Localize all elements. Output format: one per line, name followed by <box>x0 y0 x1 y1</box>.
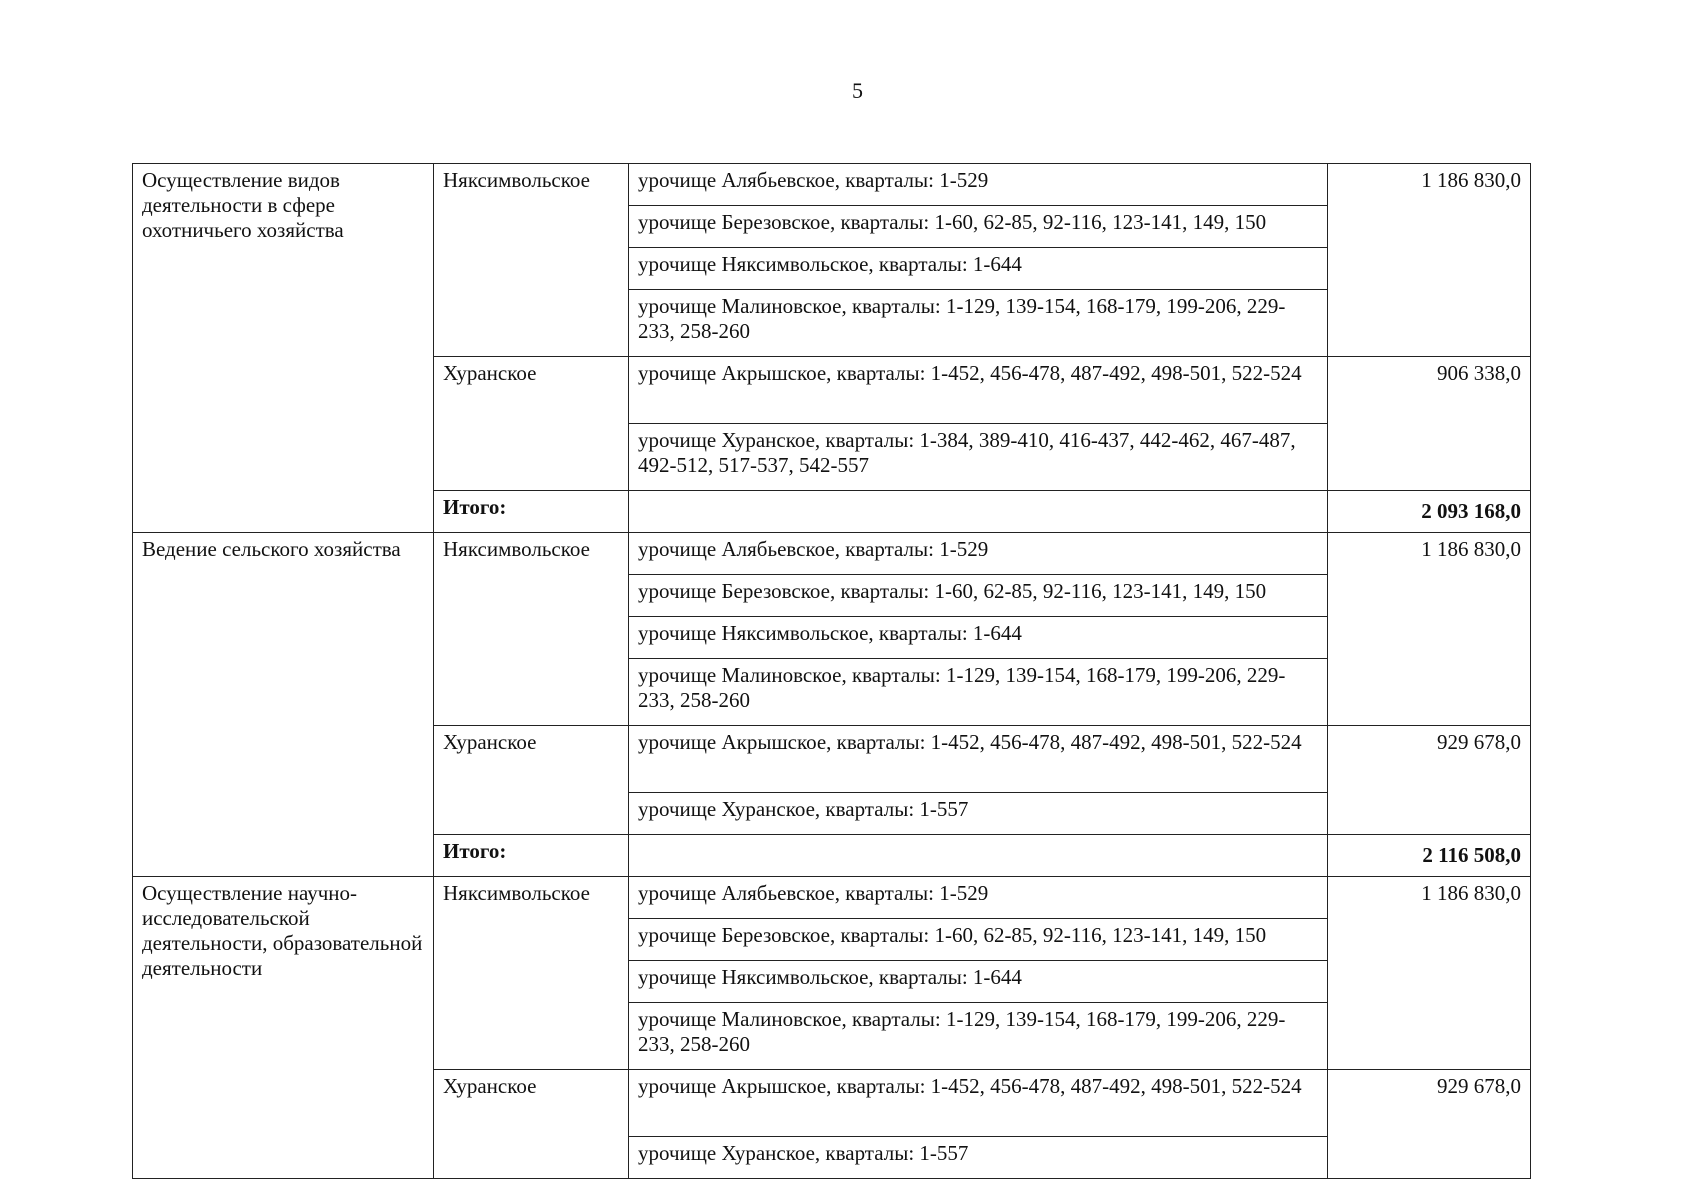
location-cell: урочище Малиновское, кварталы: 1-129, 139-154, 168-179, 199-206, 229-233, 258-260 <box>629 659 1328 726</box>
location-cell: урочище Березовское, кварталы: 1-60, 62-85, 92-116, 123-141, 149, 150 <box>629 206 1328 248</box>
forestry-cell: Няксимвольское <box>434 533 629 726</box>
location-cell: урочище Малиновское, кварталы: 1-129, 139-154, 168-179, 199-206, 229-233, 258-260 <box>629 290 1328 357</box>
forestry-cell: Хуранское <box>434 1070 629 1179</box>
total-value: 2 116 508,0 <box>1328 835 1531 877</box>
total-label: Итого: <box>434 835 629 877</box>
location-cell: урочище Акрышское, кварталы: 1-452, 456-478, 487-492, 498-501, 522-524 <box>629 357 1328 424</box>
area-cell: 906 338,0 <box>1328 357 1531 491</box>
area-cell: 1 186 830,0 <box>1328 533 1531 726</box>
total-value: 2 093 168,0 <box>1328 491 1531 533</box>
location-cell: урочище Березовское, кварталы: 1-60, 62-85, 92-116, 123-141, 149, 150 <box>629 919 1328 961</box>
area-cell: 929 678,0 <box>1328 726 1531 835</box>
area-cell: 1 186 830,0 <box>1328 877 1531 1070</box>
empty-cell <box>629 835 1328 877</box>
location-cell: урочище Няксимвольское, кварталы: 1-644 <box>629 248 1328 290</box>
location-cell: урочище Хуранское, кварталы: 1-557 <box>629 793 1328 835</box>
page-number: 5 <box>852 78 863 103</box>
activity-cell: Осуществление видов деятельности в сфере охотничьего хозяйства <box>133 164 434 533</box>
location-cell: урочище Няксимвольское, кварталы: 1-644 <box>629 617 1328 659</box>
empty-cell <box>629 491 1328 533</box>
area-cell: 929 678,0 <box>1328 1070 1531 1179</box>
location-cell: урочище Алябьевское, кварталы: 1-529 <box>629 877 1328 919</box>
location-cell: урочище Няксимвольское, кварталы: 1-644 <box>629 961 1328 1003</box>
location-cell: урочище Алябьевское, кварталы: 1-529 <box>629 164 1328 206</box>
table-row <box>133 164 1531 206</box>
activity-cell: Осуществление научно-исследовательской деятельности, образовательной деятельности <box>133 877 434 1179</box>
activity-cell: Ведение сельского хозяйства <box>133 533 434 877</box>
location-cell: урочище Березовское, кварталы: 1-60, 62-85, 92-116, 123-141, 149, 150 <box>629 575 1328 617</box>
lease-table <box>132 163 1531 1179</box>
area-cell: 1 186 830,0 <box>1328 164 1531 357</box>
location-cell: урочище Малиновское, кварталы: 1-129, 139-154, 168-179, 199-206, 229-233, 258-260 <box>629 1003 1328 1070</box>
location-cell: урочище Алябьевское, кварталы: 1-529 <box>629 533 1328 575</box>
forestry-cell: Хуранское <box>434 357 629 491</box>
forestry-cell: Няксимвольское <box>434 877 629 1070</box>
location-cell: урочище Акрышское, кварталы: 1-452, 456-478, 487-492, 498-501, 522-524 <box>629 726 1328 793</box>
total-label: Итого: <box>434 491 629 533</box>
table-row <box>133 877 1531 919</box>
forestry-cell: Няксимвольское <box>434 164 629 357</box>
table-row <box>133 533 1531 575</box>
forestry-cell: Хуранское <box>434 726 629 835</box>
location-cell: урочище Хуранское, кварталы: 1-557 <box>629 1137 1328 1179</box>
location-cell: урочище Хуранское, кварталы: 1-384, 389-410, 416-437, 442-462, 467-487, 492-512, 517-537, 542-557 <box>629 424 1328 491</box>
location-cell: урочище Акрышское, кварталы: 1-452, 456-478, 487-492, 498-501, 522-524 <box>629 1070 1328 1137</box>
